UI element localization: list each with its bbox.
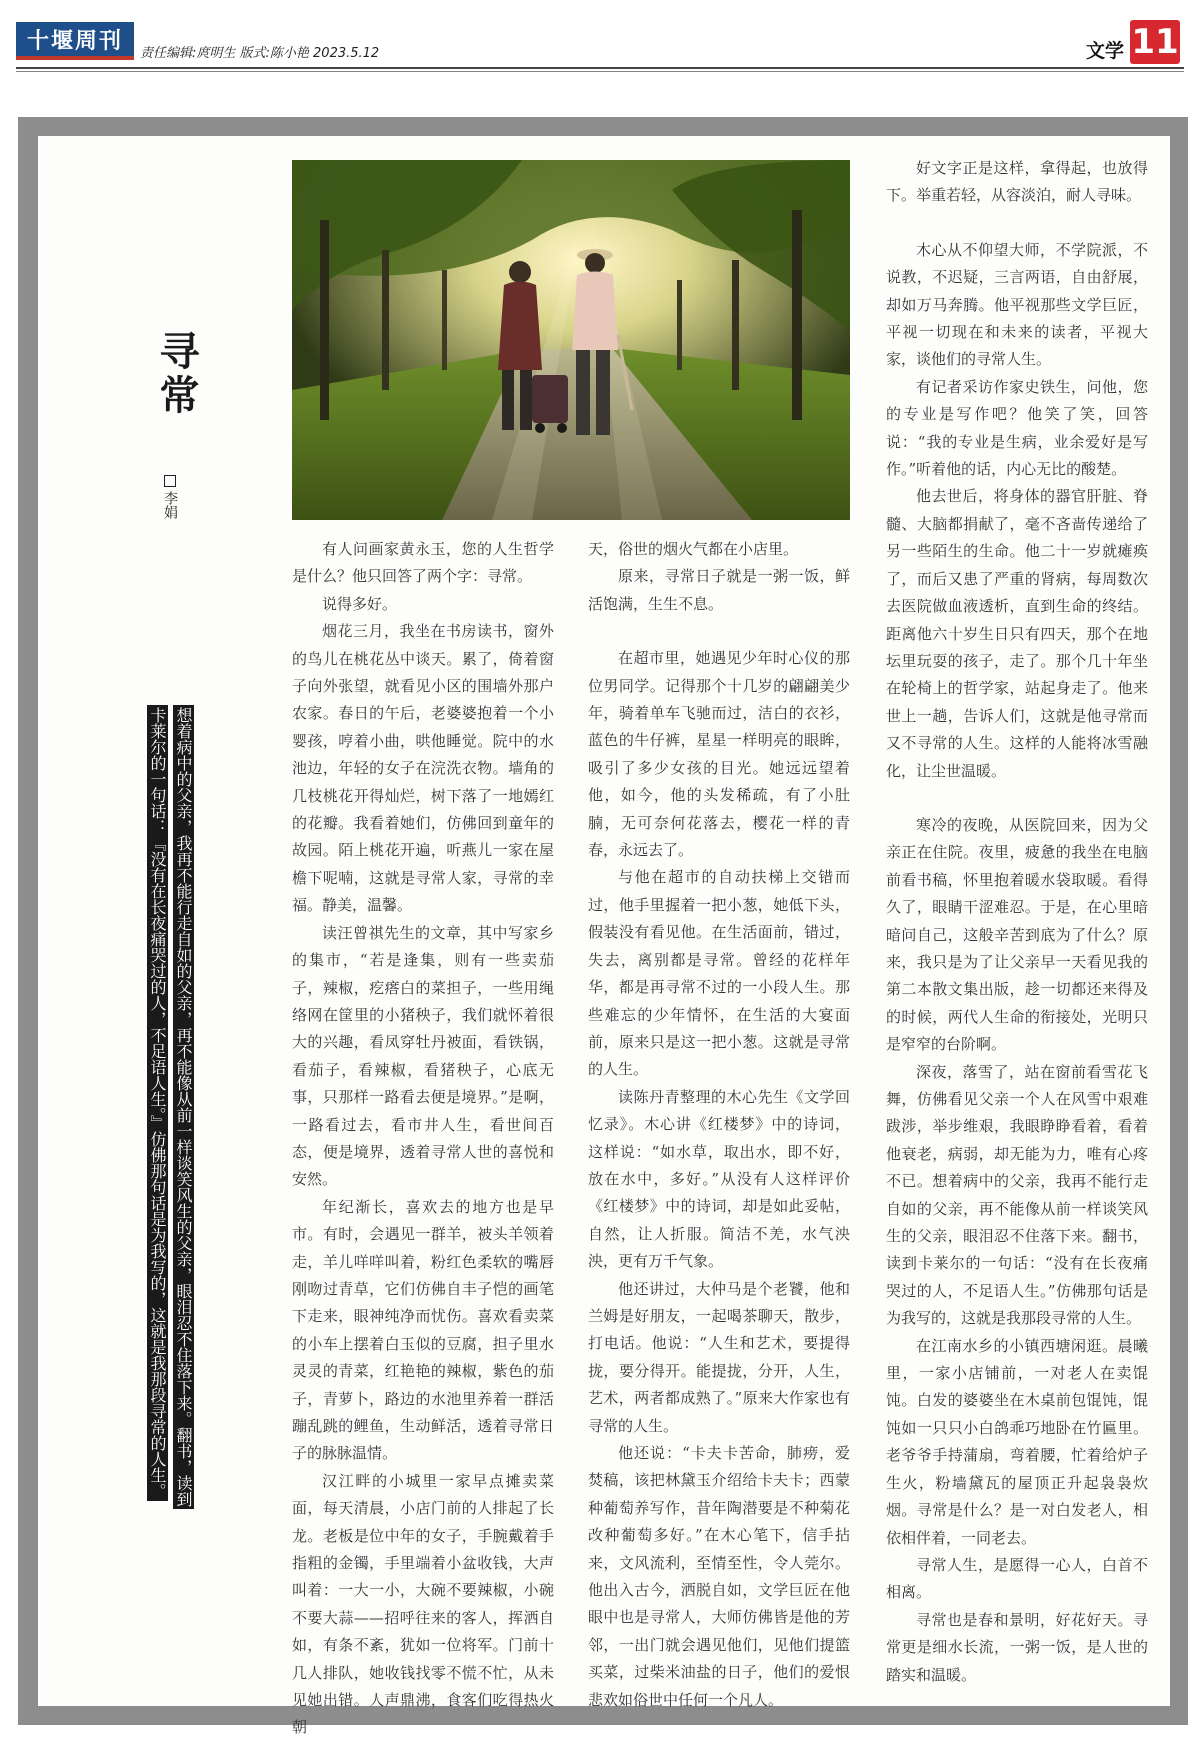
section-break xyxy=(886,785,1148,812)
paragraph: 原来，寻常日子就是一粥一饭，鲜活饱满，生生不息。 xyxy=(588,567,850,613)
section-break xyxy=(588,618,850,645)
paragraph: 寻常也是春和景明，好花好天。寻常更是细水长流，一粥一饭，是人世的踏实和温暖。 xyxy=(886,1610,1148,1684)
paragraph: 好文字正是这样，拿得起，也放得下。举重若轻，从容淡泊，耐人寻味。 xyxy=(886,159,1148,205)
section-break xyxy=(886,210,1148,237)
paper-name: 十堰周刊 xyxy=(26,28,123,54)
page-number-badge: 11 xyxy=(1131,22,1179,62)
paper-logo xyxy=(16,22,134,60)
header-rule-thin xyxy=(16,71,1184,72)
paragraph: 与他在超市的自动扶梯上交错而过，他手里握着一把小葱，她低下头，假装没有看见他。在生活面前，错过，失去，离别都是寻常。曾经的花样年华，都是再寻常不过的一小段人生。那些难忘的少年情怀，在生活的大宴面前，原来只是这一把小葱。这就是寻常的人生。 xyxy=(588,868,850,1079)
paragraph: 烟花三月，我坐在书房读书，窗外的鸟儿在桃花丛中谈天。累了，倚着窗子向外张望，就看见小区的围墙外那户农家。春日的午后，老婆婆抱着一个小婴孩，哼着小曲，哄他睡觉。院中的水池边，年轻的女子在浣洗衣物。墙角的几枝桃花开得灿烂，树下落了一地嫣红的花瓣。我看着她们，仿佛回到童年的故园。陌上桃花开遍，听燕儿一家在屋檐下呢喃，这就是寻常人家，寻常的幸福。静美，温馨。 xyxy=(292,622,554,915)
paragraph: 读汪曾祺先生的文章，其中写家乡的集市，“若是逢集，则有一些卖茄子，辣椒，疙瘩白的菜担子，一些用绳络网在筐里的小猪秧子，我们就怀着很大的兴趣，看凤穿牡丹被面，看铁锅，看茄子，看辣椒，看猪秧子，心底无事，只那样一路看去便是境界。”是啊，一路看过去，看市井人生，看世间百态，便是境界，透着寻常人世的喜悦和安然。 xyxy=(292,923,554,1189)
text-column-3 xyxy=(886,155,1148,1696)
article-title: 寻常 xyxy=(153,330,200,418)
paragraph: 深夜，落雪了，站在窗前看雪花飞舞，仿佛看见父亲一个人在风雪中艰难跋涉，举步维艰，我眼睁睁看着，看着他衰老，病弱，却无能为力，唯有心疼不已。想着病中的父亲，我再不能行走自如的父亲，再不能像从前一样谈笑风生的父亲，眼泪忍不住落下来。翻书，读到卡莱尔的一句话：“没有在长夜痛哭过的人，不足语人生。”仿佛那句话是为我写的，这就是我那段寻常的人生。 xyxy=(886,1062,1148,1328)
paragraph: 在超市里，她遇见少年时心仪的那位男同学。记得那个十几岁的翩翩美少年，骑着单车飞驰而过，洁白的衣衫，蓝色的牛仔裤，星星一样明亮的眼眸，吸引了多少女孩的目光。她远远望着他，如今，他的头发稀疏，有了小肚腩，无可奈何花落去，樱花一样的青春，永远去了。 xyxy=(588,649,850,860)
author-box-icon xyxy=(164,475,176,487)
paragraph: 他还讲过，大仲马是个老饕，他和兰姆是好朋友，一起喝茶聊天，散步，打电话。他说：“人生和艺术，要提得拢，要分得开。能提拢，分开，人生，艺术，两者都成熟了。”原来大作家也有寻常的人生。 xyxy=(588,1279,850,1435)
article-author xyxy=(160,475,180,519)
paragraph: 说得多好。 xyxy=(322,594,398,613)
credits-line: 责任编辑:庹明生 版式:陈小艳 2023.5.12 xyxy=(140,46,380,61)
article-photo xyxy=(292,160,850,520)
author-name: 李娟 xyxy=(162,491,178,519)
paragraph: 他去世后，将身体的器官肝脏、脊髓、大脑都捐献了，毫不吝啬传递给了另一些陌生的生命。他二十一岁就瘫痪了，而后又患了严重的肾病，每周数次去医院做血液透析，直到生命的终结。距离他六十岁生日只有四天，那个在地坛里玩耍的孩子，走了。那个几十年坐在轮椅上的哲学家，站起身走了。他来世上一趟，告诉人们，这就是他寻常而又不寻常的人生。这样的人能将冰雪融化，让尘世温暖。 xyxy=(886,487,1148,780)
paragraph: 木心从不仰望大师，不学院派，不说教，不迟疑，三言两语，自由舒展，却如万马奔腾。他平视那些文学巨匠，平视一切现在和未来的读者，平视大家，谈他们的寻常人生。 xyxy=(886,240,1148,369)
paragraph: 在江南水乡的小镇西塘闲逛。晨曦里，一家小店铺前，一对老人在卖馄饨。白发的婆婆坐在木桌前包馄饨，馄饨如一只只小白鸽乖巧地卧在竹匾里。老爷爷手持蒲扇，弯着腰，忙着给炉子生火，粉墙黛瓦的屋顶正升起袅袅炊烟。寻常是什么？是一对白发老人，相依相伴着，一同老去。 xyxy=(886,1336,1148,1547)
paragraph: 有记者采访作家史铁生，问他，您的专业是写作吧？他笑了笑，回答说：“我的专业是生病，业余爱好是写作。”听着他的话，内心无比的酸楚。 xyxy=(886,377,1148,479)
text-column-2 xyxy=(588,536,850,1709)
park-path-photo xyxy=(292,160,850,520)
paragraph: 他还说：“卡夫卡苦命，肺痨，爱焚稿，该把林黛玉介绍给卡夫卡；西蒙种葡萄养写作，昔年陶潜要是不种菊花改种葡萄多好。”在木心笔下，信手拈来，文风流利，至情至性，令人莞尔。他出入古今，洒脱自如，文学巨匠在他眼中也是寻常人，大师仿佛皆是他的芳邻，一出门就会遇见他们，见他们提篮买菜，过柴米油盐的日子，他们的爱恨悲欢如俗世中任何一个凡人。 xyxy=(588,1444,850,1709)
paragraph: 年纪渐长，喜欢去的地方也是早市。有时，会遇见一群羊，被头羊领着走，羊儿咩咩叫着，粉红色柔软的嘴唇刚吻过青草，它们仿佛自丰子恺的画笔下走来，眼神纯净而忧伤。喜欢看卖菜的小车上摆着白玉似的豆腐，担子里水灵灵的青菜，红艳艳的辣椒，紫色的茄子，青萝卜，路边的水池里养着一群活蹦乱跳的鲤鱼，生动鲜活，透着寻常日子的脉脉温情。 xyxy=(292,1197,554,1463)
header-rule xyxy=(16,67,1184,69)
masthead xyxy=(16,20,1184,66)
pull-quote xyxy=(140,705,196,1513)
paragraph: 有人问画家黄永玉，您的人生哲学是什么？他只回答了两个字：寻常。 xyxy=(292,540,554,586)
paragraph: 天，俗世的烟火气都在小店里。 xyxy=(588,540,799,558)
text-column-1 xyxy=(292,536,554,1737)
paragraph: 读陈丹青整理的木心先生《文学回忆录》。木心讲《红楼梦》中的诗词，这样说：“如水草，取出水，即不好，放在水中，多好。”从没有人这样评价《红楼梦》中的诗词，却是如此妥帖，自然，让人折服。简洁不羌，水气泱泱，更有万千气象。 xyxy=(588,1087,850,1271)
paragraph: 汉江畔的小城里一家早点摊卖菜面，每天清晨，小店门前的人排起了长龙。老板是位中年的女子，手腕戴着手指粗的金镯，手里端着小盆收钱，大声叫着：一大一小，大碗不要辣椒，小碗不要大蒜——招呼往来的客人，挥洒自如，有条不紊，犹如一位将军。门前十几人排队，她收钱找零不慌不忙，从未见她出错。人声鼎沸，食客们吃得热火朝 xyxy=(292,1471,554,1737)
section-label: 文学 xyxy=(1085,40,1124,62)
paragraph: 寒冷的夜晚，从医院回来，因为父亲正在住院。夜里，疲惫的我坐在电脑前看书稿，怀里抱着暖水袋取暖。看得久了，眼睛干涩难忍。于是，在心里暗暗问自己，这般辛苦到底为了什么？原来，我只是为了让父亲早一天看见我的第二本散文集出版，趁一切都还来得及的时候，两代人生命的衔接处，光明只是窄窄的台阶啊。 xyxy=(886,815,1148,1054)
paragraph: 寻常人生，是愿得一心人，白首不相离。 xyxy=(886,1555,1148,1602)
pull-quote-text: 想着病中的父亲，我再不能行走自如的父亲，再不能像从前一样谈笑风生的父亲，眼泪忍不住落下来。翻书，读到卡莱尔的一句话：『没有在长夜痛哭过的人，不足语人生。』仿佛那句话是为我写的，这就是我那段寻常的人生。 xyxy=(148,707,193,1507)
